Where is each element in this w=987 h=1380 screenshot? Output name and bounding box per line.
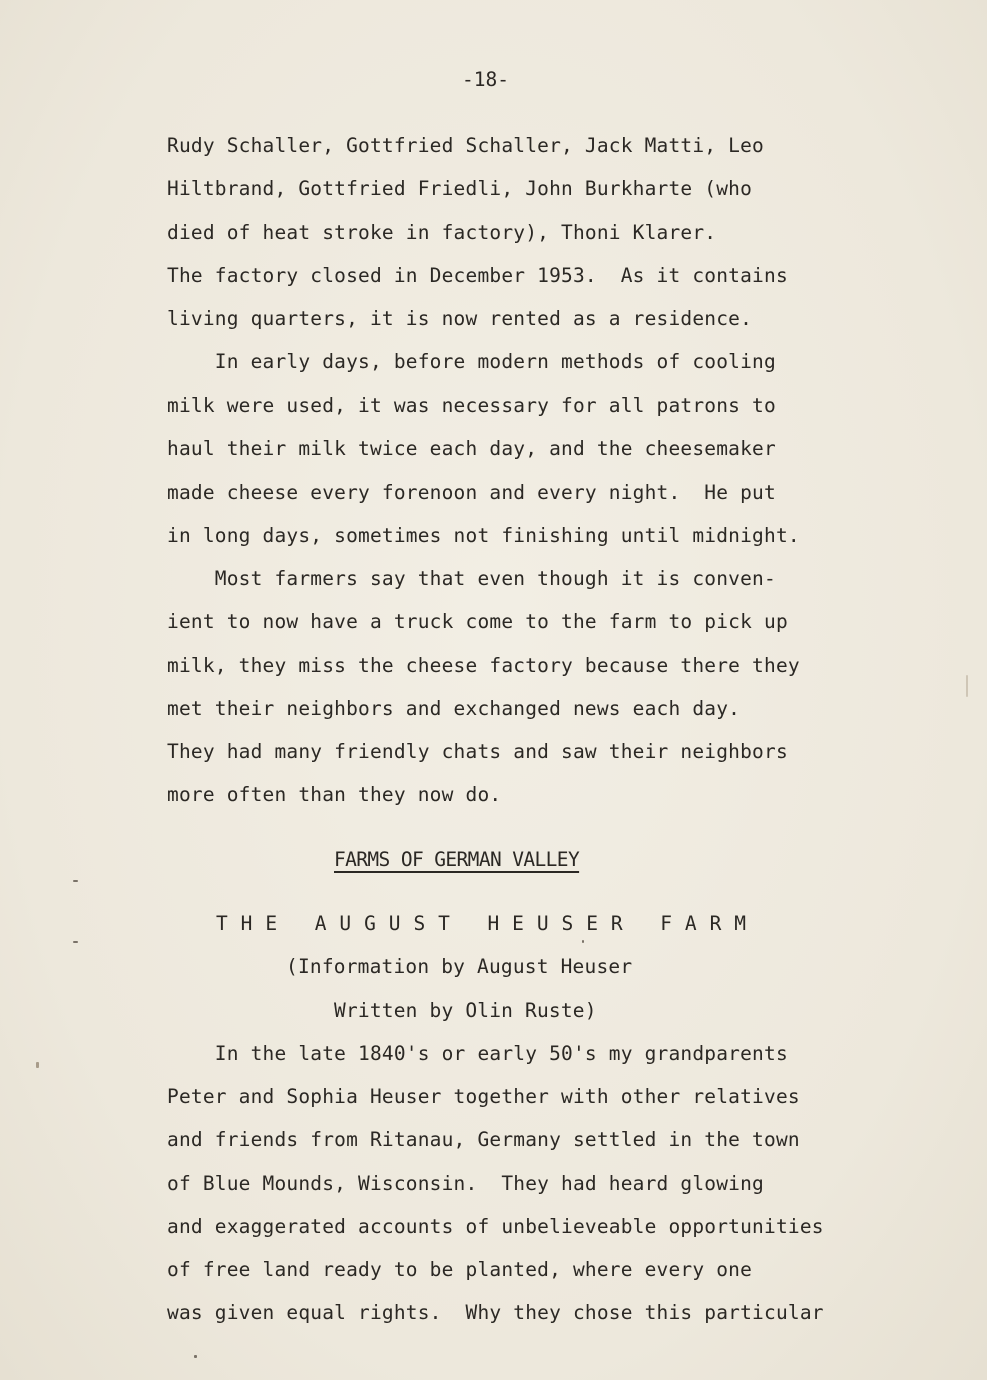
paper-speck: [73, 880, 78, 882]
text-line: They had many friendly chats and saw their neighbors: [167, 740, 788, 763]
page-number: -18-: [462, 68, 509, 91]
text-line: haul their milk twice each day, and the cheesemaker: [167, 437, 776, 460]
text-line: made cheese every forenoon and every night. He put: [167, 481, 776, 504]
text-line: living quarters, it is now rented as a residence.: [167, 307, 753, 330]
text-line: more often than they now do.: [167, 783, 502, 806]
paper-speck: [194, 1355, 197, 1358]
text-line: Peter and Sophia Heuser together with other relatives: [167, 1085, 800, 1108]
text-line: The factory closed in December 1953. As it contains: [167, 264, 788, 287]
paper-speck: [582, 940, 584, 943]
text-line: Rudy Schaller, Gottfried Schaller, Jack Matti, Leo: [167, 134, 764, 157]
text-line: In the late 1840's or early 50's my grandparents: [167, 1042, 788, 1065]
text-line: of Blue Mounds, Wisconsin. They had heard glowing: [167, 1172, 764, 1195]
farm-title: T H E A U G U S T H E U S E R F A R M: [216, 912, 747, 935]
text-line: met their neighbors and exchanged news each day.: [167, 697, 741, 720]
text-line: was given equal rights. Why they chose this particular: [167, 1301, 824, 1324]
text-line: and exaggerated accounts of unbelieveable opportunities: [167, 1215, 824, 1238]
text-line: in long days, sometimes not finishing until midnight.: [167, 524, 800, 547]
section-heading: FARMS OF GERMAN VALLEY: [334, 848, 580, 871]
text-line: In early days, before modern methods of cooling: [167, 350, 776, 373]
paper-speck: [73, 941, 78, 943]
attribution-line: (Information by August Heuser: [286, 955, 633, 978]
attribution-line: Written by Olin Ruste): [334, 999, 597, 1022]
paper-speck: [966, 675, 968, 697]
text-line: ient to now have a truck come to the farm to pick up: [167, 610, 788, 633]
text-line: Most farmers say that even though it is conven-: [167, 567, 776, 590]
text-line: died of heat stroke in factory), Thoni Klarer.: [167, 221, 717, 244]
text-line: of free land ready to be planted, where every one: [167, 1258, 753, 1281]
text-line: Hiltbrand, Gottfried Friedli, John Burkharte (who: [167, 177, 753, 200]
text-line: and friends from Ritanau, Germany settled in the town: [167, 1128, 800, 1151]
text-line: milk, they miss the cheese factory because there they: [167, 654, 800, 677]
paper-speck: [36, 1062, 39, 1068]
text-line: milk were used, it was necessary for all patrons to: [167, 394, 776, 417]
